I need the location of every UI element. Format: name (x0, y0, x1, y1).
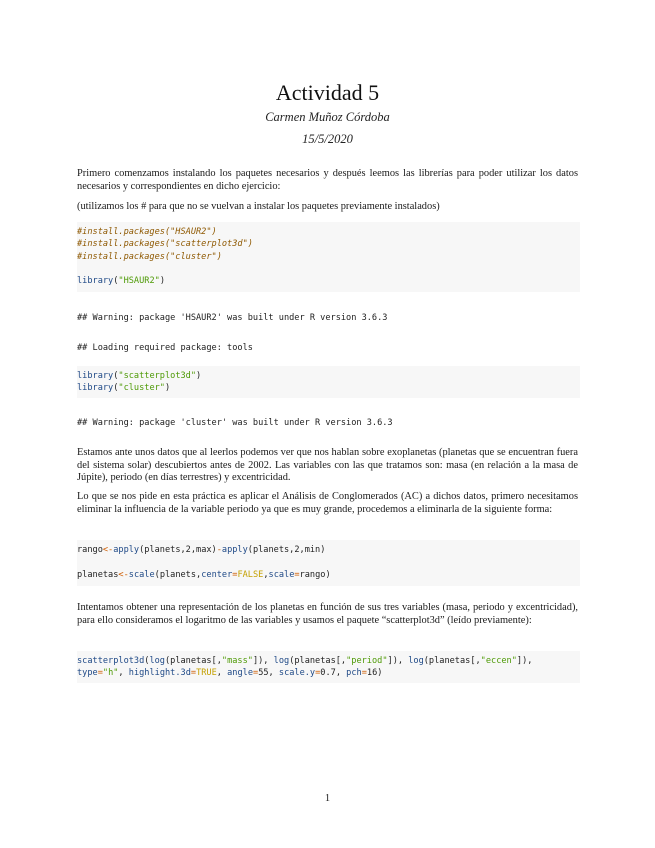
paragraph-note: (utilizamos los # para que no se vuelvan a instalar los paquetes previamente instalados) (77, 201, 440, 212)
code-line-blank (77, 556, 580, 568)
code-line: #install.packages("HSAUR2") (77, 227, 217, 237)
output-loading-tools: ## Loading required package: tools (77, 343, 253, 353)
output-warning-cluster: ## Warning: package 'cluster' was built under R version 3.6.3 (77, 418, 393, 428)
document-author: Carmen Muñoz Córdoba (265, 110, 390, 124)
paragraph-task: Lo que se nos pide en esta práctica es aplicar el Análisis de Conglomerados (AC) a dichos datos, primero necesitamos eliminar la influencia de la variable periodo ya que es muy grande, procedemos a eliminarla de la siguiente forma: (77, 491, 578, 515)
code-line: library("scatterplot3d") (77, 371, 202, 381)
code-line: #install.packages("cluster") (77, 251, 222, 262)
code-line: type="h", highlight.3d=TRUE, angle=55, scale.y=0.7, pch=16) (77, 668, 383, 679)
output-warning-hsaur2: ## Warning: package 'HSAUR2' was built under R version 3.6.3 (77, 313, 388, 323)
code-function: library (77, 276, 114, 287)
paragraph-intro: Primero comenzamos instalando los paquetes necesarios y después leemos las librerías para poder utilizar los datos necesarios y correspondientes en dicho ejercicio: (77, 168, 578, 192)
code-function: library (77, 383, 114, 394)
document-title: Actividad 5 (275, 80, 380, 105)
code-line: rango<-apply(planets,2,max)-apply(planets,2,min) (77, 545, 326, 555)
code-block-install (77, 222, 580, 292)
code-line: #install.packages("scatterplot3d") (77, 239, 253, 250)
paragraph-representation: Intentamos obtener una representación de los planetas en función de sus tres variables (masa, periodo y excentricidad), para ello consideramos el logaritmo de las variables y usamos el paquete “scatterplot3d” (leído previamente): (77, 602, 578, 626)
code-string: "scatterplot3d" (118, 371, 197, 381)
code-line: library("cluster") (77, 383, 171, 394)
code-line: scatterplot3d(log(planetas[,"mass"]), log(planetas[,"period"]), log(planetas[,"eccen"]), (77, 656, 533, 666)
page-number: 1 (324, 793, 331, 804)
code-line: planetas<-scale(planets,center=FALSE,scale=rango) (77, 569, 331, 580)
document-date: 15/5/2020 (302, 132, 353, 146)
code-line: library("HSAUR2") (77, 276, 165, 287)
code-block-scaling (77, 540, 580, 586)
code-string: "HSAUR2" (118, 276, 160, 287)
code-function: library (77, 371, 114, 381)
code-block-libraries (77, 366, 580, 398)
code-string: "cluster" (118, 383, 165, 394)
paragraph-data-description: Estamos ante unos datos que al leerlos podemos ver que nos hablan sobre exoplanetas (planetas que se encuentran fuera del sistema solar) descubiertos antes de 2002. Las variables con las que tratamos son: masa (en relación a la masa de Júpite), periodo (en días terrestres) y excentricidad. (77, 447, 578, 483)
code-line-blank (77, 263, 580, 275)
code-block-scatterplot (77, 651, 580, 683)
